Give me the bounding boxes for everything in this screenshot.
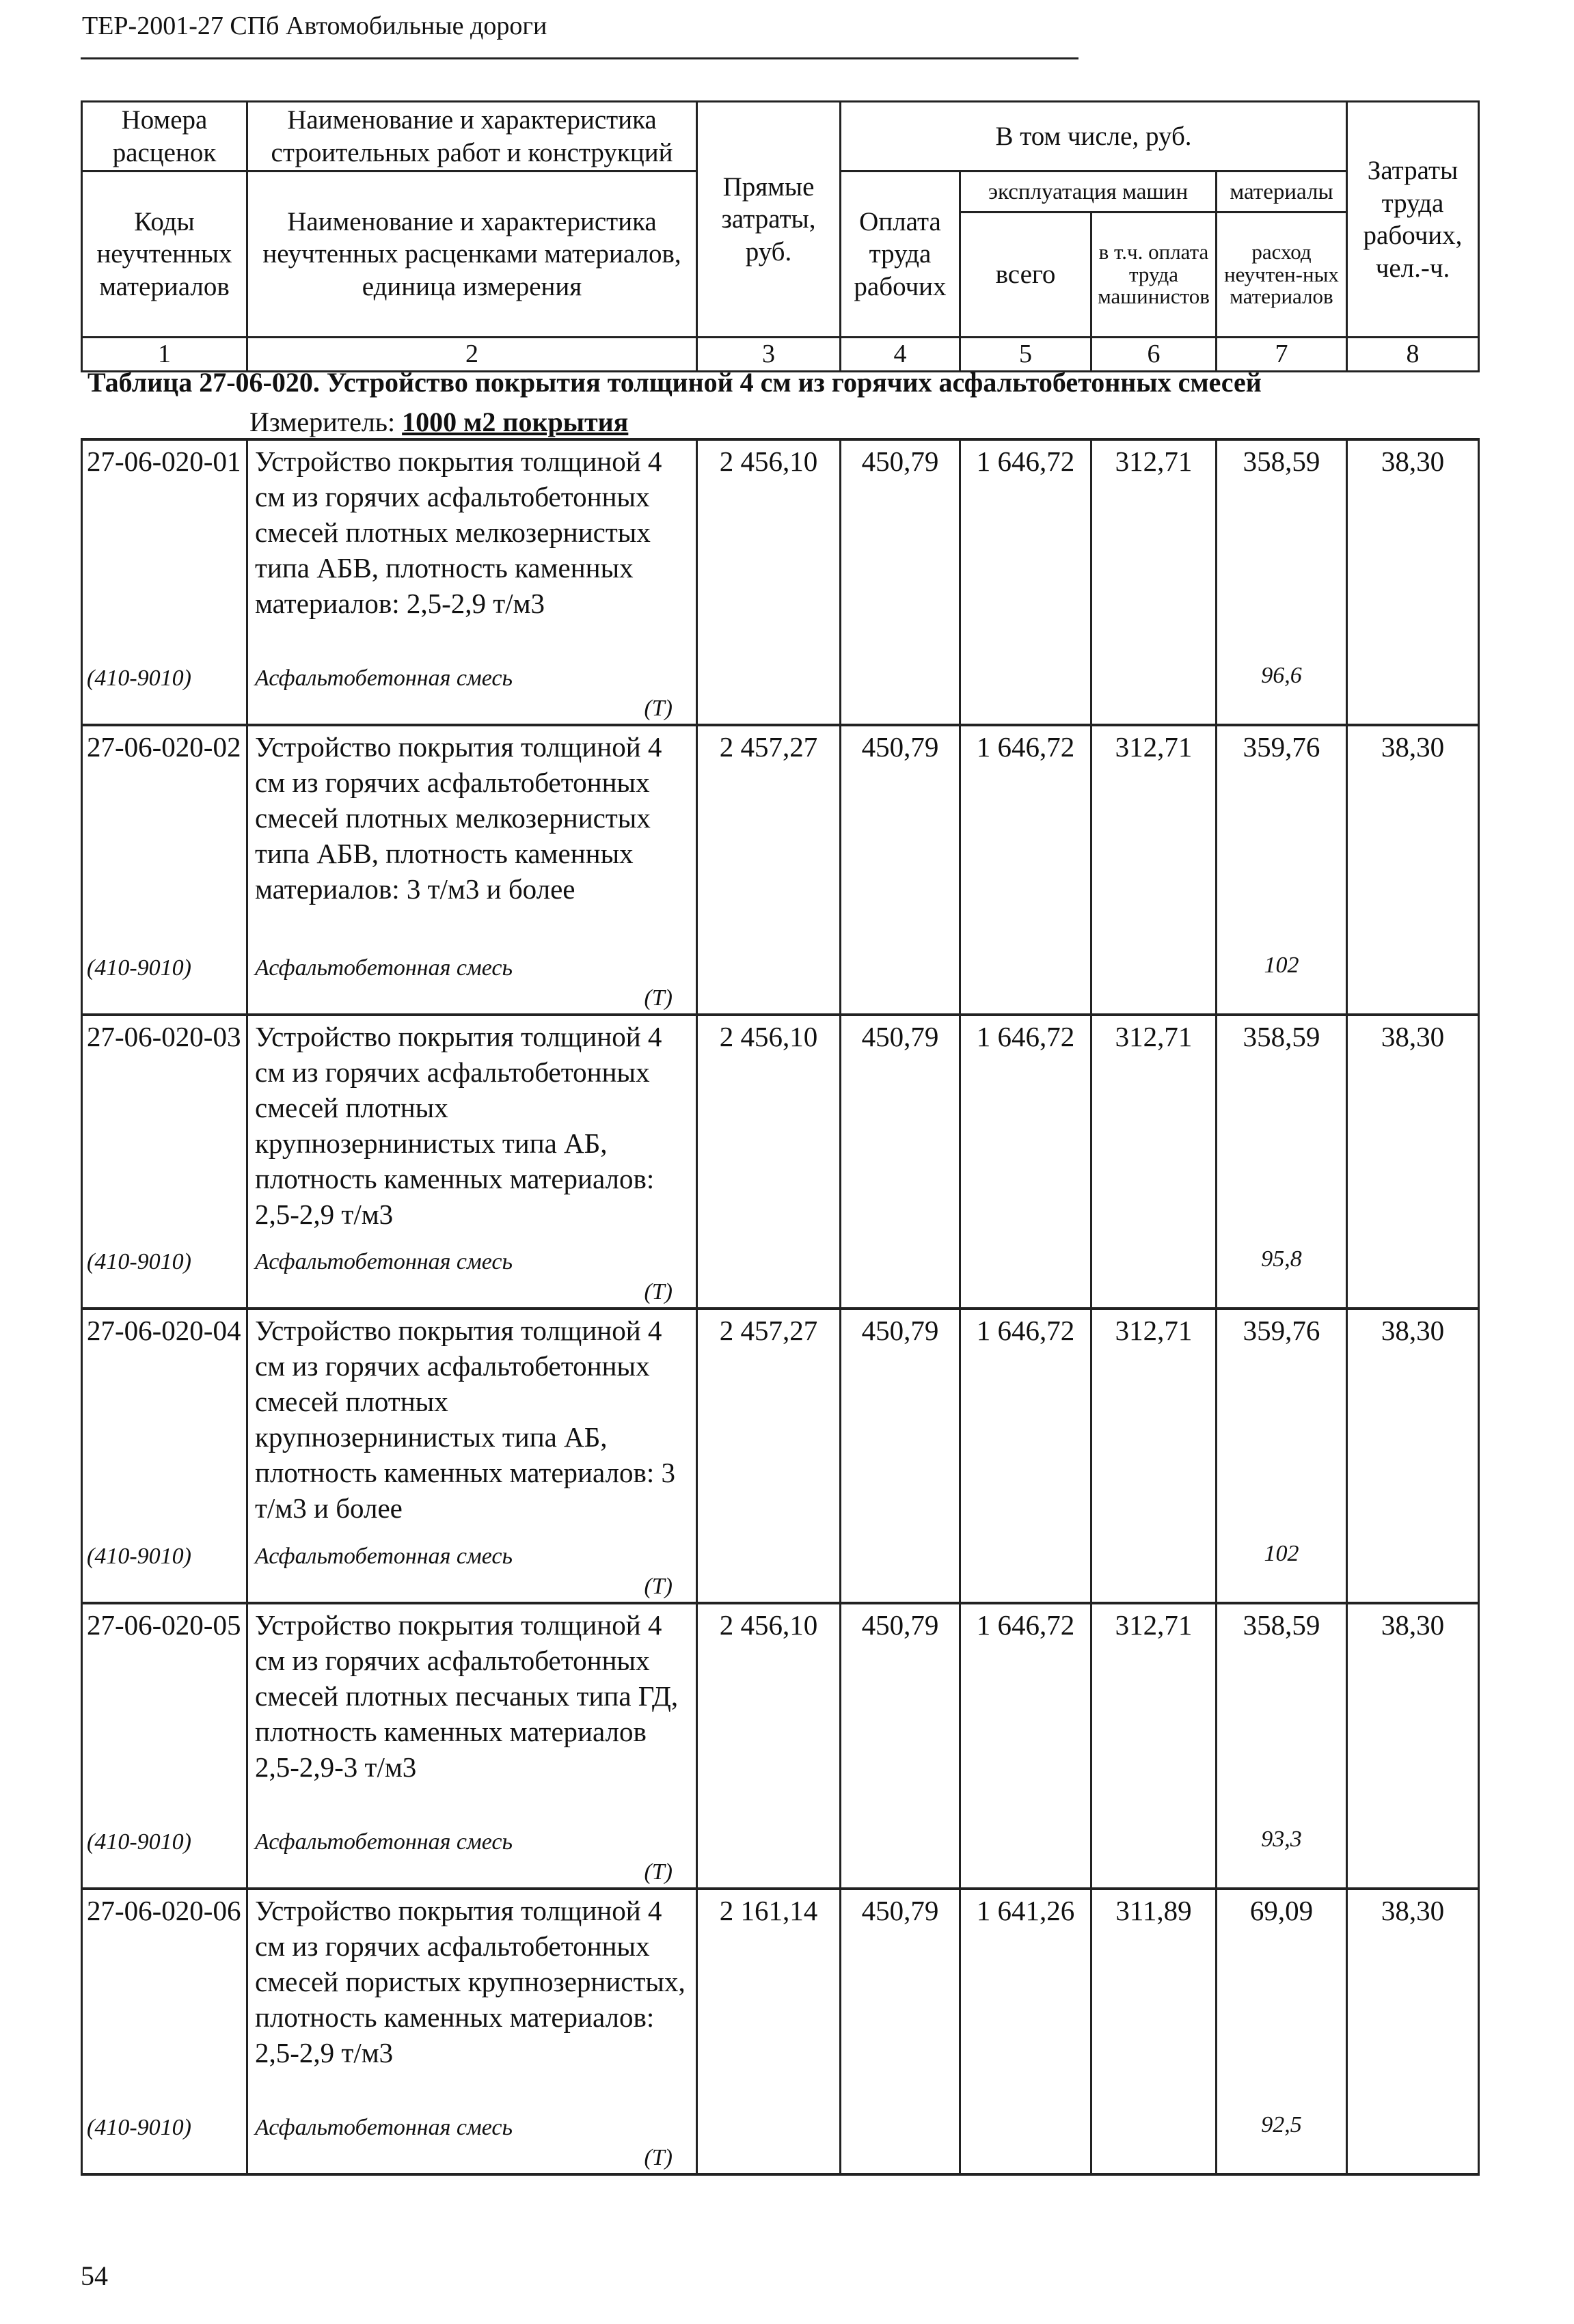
empty-cell bbox=[697, 1539, 841, 1603]
direct-costs-value: 2 457,27 bbox=[697, 725, 841, 951]
col-number: 2 bbox=[247, 338, 697, 371]
materials-value: 359,76 bbox=[1217, 1309, 1347, 1539]
table-row bbox=[82, 1889, 1479, 2110]
empty-cell bbox=[1347, 1824, 1479, 1889]
col-header-wages: Оплата труда рабочих bbox=[841, 172, 960, 338]
material-name-cell bbox=[247, 661, 697, 725]
material-name-cell bbox=[247, 951, 697, 1015]
table-row bbox=[82, 1309, 1479, 1539]
header-rule bbox=[81, 57, 1078, 59]
machines-total-value: 1 641,26 bbox=[960, 1889, 1091, 2110]
empty-cell bbox=[1347, 2110, 1479, 2174]
measure-label: Измеритель: bbox=[249, 407, 396, 437]
material-name-cell bbox=[247, 2110, 697, 2174]
table-row bbox=[82, 1015, 1479, 1244]
machines-total-value: 1 646,72 bbox=[960, 725, 1091, 951]
rate-code: 27-06-020-04 bbox=[82, 1309, 247, 1539]
rate-code: 27-06-020-05 bbox=[82, 1603, 247, 1824]
material-unit: (Т) bbox=[644, 1279, 673, 1304]
material-code: (410-9010) bbox=[82, 1244, 247, 1309]
materials-value: 358,59 bbox=[1217, 1015, 1347, 1244]
material-code: (410-9010) bbox=[82, 951, 247, 1015]
material-row bbox=[82, 661, 1479, 725]
rate-description: Устройство покрытия толщиной 4 см из горячих асфальтобетонных смесей плотных крупнозернинистых типа АБ, плотность каменных материалов: 2,5-2,9 т/м3 bbox=[247, 1015, 697, 1244]
rate-description: Устройство покрытия толщиной 4 см из горячих асфальтобетонных смесей плотных песчаных типа ГД, плотность каменных материалов 2,5-2,9-3 т/м3 bbox=[247, 1603, 697, 1824]
material-unit: (Т) bbox=[644, 1859, 673, 1885]
empty-cell bbox=[960, 661, 1091, 725]
col-header-machinist-wages: в т.ч. оплата труда машинистов bbox=[1091, 213, 1217, 338]
rate-code: 27-06-020-02 bbox=[82, 725, 247, 951]
direct-costs-value: 2 456,10 bbox=[697, 1015, 841, 1244]
material-row bbox=[82, 1539, 1479, 1603]
labor-value: 38,30 bbox=[1347, 1603, 1479, 1824]
empty-cell bbox=[1347, 1539, 1479, 1603]
col-number: 4 bbox=[841, 338, 960, 371]
material-row bbox=[82, 951, 1479, 1015]
direct-costs-value: 2 456,10 bbox=[697, 439, 841, 661]
rate-description: Устройство покрытия толщиной 4 см из горячих асфальтобетонных смесей плотных мелкозернистых типа АБВ, плотность каменных материалов: 2,5-2,9 т/м3 bbox=[247, 439, 697, 661]
wages-value: 450,79 bbox=[841, 1889, 960, 2110]
wages-value: 450,79 bbox=[841, 725, 960, 951]
material-unit: (Т) bbox=[644, 1574, 673, 1599]
empty-cell bbox=[1091, 951, 1217, 1015]
table-row bbox=[82, 439, 1479, 661]
empty-cell bbox=[1091, 1244, 1217, 1309]
material-consumption: 95,8 bbox=[1217, 1244, 1347, 1309]
page-number: 54 bbox=[81, 2260, 108, 2291]
material-consumption: 102 bbox=[1217, 951, 1347, 1015]
machines-total-value: 1 646,72 bbox=[960, 1603, 1091, 1824]
machinist-wages-value: 312,71 bbox=[1091, 439, 1217, 661]
material-row bbox=[82, 1244, 1479, 1309]
col-header-including: В том числе, руб. bbox=[841, 102, 1347, 172]
material-code: (410-9010) bbox=[82, 661, 247, 725]
material-row bbox=[82, 1824, 1479, 1889]
col-header-materials: материалы bbox=[1217, 172, 1347, 213]
wages-value: 450,79 bbox=[841, 1603, 960, 1824]
machinist-wages-value: 312,71 bbox=[1091, 1309, 1217, 1539]
rate-code: 27-06-020-01 bbox=[82, 439, 247, 661]
material-name-cell bbox=[247, 1539, 697, 1603]
col-header-number: Номера расценок bbox=[82, 102, 247, 172]
empty-cell bbox=[697, 1244, 841, 1309]
col-header-machines: эксплуатация машин bbox=[960, 172, 1217, 213]
empty-cell bbox=[960, 1539, 1091, 1603]
direct-costs-value: 2 456,10 bbox=[697, 1603, 841, 1824]
wages-value: 450,79 bbox=[841, 1015, 960, 1244]
empty-cell bbox=[697, 2110, 841, 2174]
col-header-labor: Затраты труда рабочих, чел.-ч. bbox=[1347, 102, 1479, 338]
empty-cell bbox=[697, 1824, 841, 1889]
material-name-cell bbox=[247, 1824, 697, 1889]
empty-cell bbox=[960, 951, 1091, 1015]
direct-costs-value: 2 457,27 bbox=[697, 1309, 841, 1539]
document-header: ТЕР-2001-27 СПб Автомобильные дороги bbox=[82, 12, 547, 40]
labor-value: 38,30 bbox=[1347, 1015, 1479, 1244]
rate-code: 27-06-020-03 bbox=[82, 1015, 247, 1244]
empty-cell bbox=[697, 661, 841, 725]
empty-cell bbox=[960, 1824, 1091, 1889]
empty-cell bbox=[1347, 1244, 1479, 1309]
measure-line bbox=[249, 406, 628, 438]
materials-value: 359,76 bbox=[1217, 725, 1347, 951]
col-number: 7 bbox=[1217, 338, 1347, 371]
material-unit: (Т) bbox=[644, 696, 673, 721]
machinist-wages-value: 312,71 bbox=[1091, 1603, 1217, 1824]
machinist-wages-value: 312,71 bbox=[1091, 1015, 1217, 1244]
labor-value: 38,30 bbox=[1347, 439, 1479, 661]
material-name: Асфальтобетонная смесь bbox=[255, 666, 513, 691]
material-name: Асфальтобетонная смесь bbox=[255, 2115, 513, 2140]
labor-value: 38,30 bbox=[1347, 1889, 1479, 2110]
direct-costs-value: 2 161,14 bbox=[697, 1889, 841, 2110]
material-name-cell bbox=[247, 1244, 697, 1309]
col-number: 8 bbox=[1347, 338, 1479, 371]
material-name: Асфальтобетонная смесь bbox=[255, 1249, 513, 1274]
col-number: 5 bbox=[960, 338, 1091, 371]
empty-cell bbox=[841, 1539, 960, 1603]
rate-description: Устройство покрытия толщиной 4 см из горячих асфальтобетонных смесей плотных мелкозернистых типа АБВ, плотность каменных материалов: 3 т/м3 и более bbox=[247, 725, 697, 951]
empty-cell bbox=[1347, 661, 1479, 725]
empty-cell bbox=[1091, 1824, 1217, 1889]
material-name: Асфальтобетонная смесь bbox=[255, 1544, 513, 1569]
table-row bbox=[82, 1603, 1479, 1824]
material-consumption: 93,3 bbox=[1217, 1824, 1347, 1889]
material-code: (410-9010) bbox=[82, 2110, 247, 2174]
machines-total-value: 1 646,72 bbox=[960, 439, 1091, 661]
wages-value: 450,79 bbox=[841, 1309, 960, 1539]
empty-cell bbox=[841, 661, 960, 725]
table-title: Таблица 27-06-020. Устройство покрытия толщиной 4 см из горячих асфальтобетонных смесей bbox=[87, 367, 1262, 398]
machinist-wages-value: 311,89 bbox=[1091, 1889, 1217, 2110]
col-header-material-name: Наименование и характеристика неучтенных расценками материалов, единица измерения bbox=[247, 172, 697, 338]
material-name: Асфальтобетонная смесь bbox=[255, 955, 513, 981]
labor-value: 38,30 bbox=[1347, 725, 1479, 951]
material-unit: (Т) bbox=[644, 985, 673, 1011]
col-header-material-codes: Коды неучтенных материалов bbox=[82, 172, 247, 338]
empty-cell bbox=[697, 951, 841, 1015]
materials-value: 358,59 bbox=[1217, 439, 1347, 661]
machines-total-value: 1 646,72 bbox=[960, 1309, 1091, 1539]
empty-cell bbox=[1091, 2110, 1217, 2174]
col-header-name: Наименование и характеристика строительных работ и конструкций bbox=[247, 102, 697, 172]
material-row bbox=[82, 2110, 1479, 2174]
empty-cell bbox=[841, 1824, 960, 1889]
table-row bbox=[82, 725, 1479, 951]
col-number: 1 bbox=[82, 338, 247, 371]
rate-description: Устройство покрытия толщиной 4 см из горячих асфальтобетонных смесей плотных крупнозернинистых типа АБ, плотность каменных материалов: 3 т/м3 и более bbox=[247, 1309, 697, 1539]
empty-cell bbox=[1091, 1539, 1217, 1603]
labor-value: 38,30 bbox=[1347, 1309, 1479, 1539]
material-consumption: 102 bbox=[1217, 1539, 1347, 1603]
empty-cell bbox=[960, 1244, 1091, 1309]
col-header-direct-costs: Прямые затраты, руб. bbox=[697, 102, 841, 338]
rates-table bbox=[81, 438, 1480, 2176]
wages-value: 450,79 bbox=[841, 439, 960, 661]
machines-total-value: 1 646,72 bbox=[960, 1015, 1091, 1244]
material-name: Асфальтобетонная смесь bbox=[255, 1829, 513, 1855]
col-header-uncounted-materials: расход неучтен-ных материалов bbox=[1217, 213, 1347, 338]
empty-cell bbox=[841, 951, 960, 1015]
rate-description: Устройство покрытия толщиной 4 см из горячих асфальтобетонных смесей пористых крупнозернистых, плотность каменных материалов: 2,5-2,9 т/м3 bbox=[247, 1889, 697, 2110]
empty-cell bbox=[1091, 661, 1217, 725]
rates-table-body bbox=[82, 439, 1479, 2174]
column-header-table bbox=[81, 100, 1480, 372]
measure-value: 1000 м2 покрытия bbox=[402, 407, 629, 437]
col-header-machines-total: всего bbox=[960, 213, 1091, 338]
empty-cell bbox=[1347, 951, 1479, 1015]
material-consumption: 92,5 bbox=[1217, 2110, 1347, 2174]
material-code: (410-9010) bbox=[82, 1539, 247, 1603]
rate-code: 27-06-020-06 bbox=[82, 1889, 247, 2110]
col-number: 6 bbox=[1091, 338, 1217, 371]
empty-cell bbox=[841, 1244, 960, 1309]
materials-value: 358,59 bbox=[1217, 1603, 1347, 1824]
material-consumption: 96,6 bbox=[1217, 661, 1347, 725]
empty-cell bbox=[960, 2110, 1091, 2174]
empty-cell bbox=[841, 2110, 960, 2174]
machinist-wages-value: 312,71 bbox=[1091, 725, 1217, 951]
materials-value: 69,09 bbox=[1217, 1889, 1347, 2110]
col-number: 3 bbox=[697, 338, 841, 371]
material-code: (410-9010) bbox=[82, 1824, 247, 1889]
material-unit: (Т) bbox=[644, 2145, 673, 2170]
